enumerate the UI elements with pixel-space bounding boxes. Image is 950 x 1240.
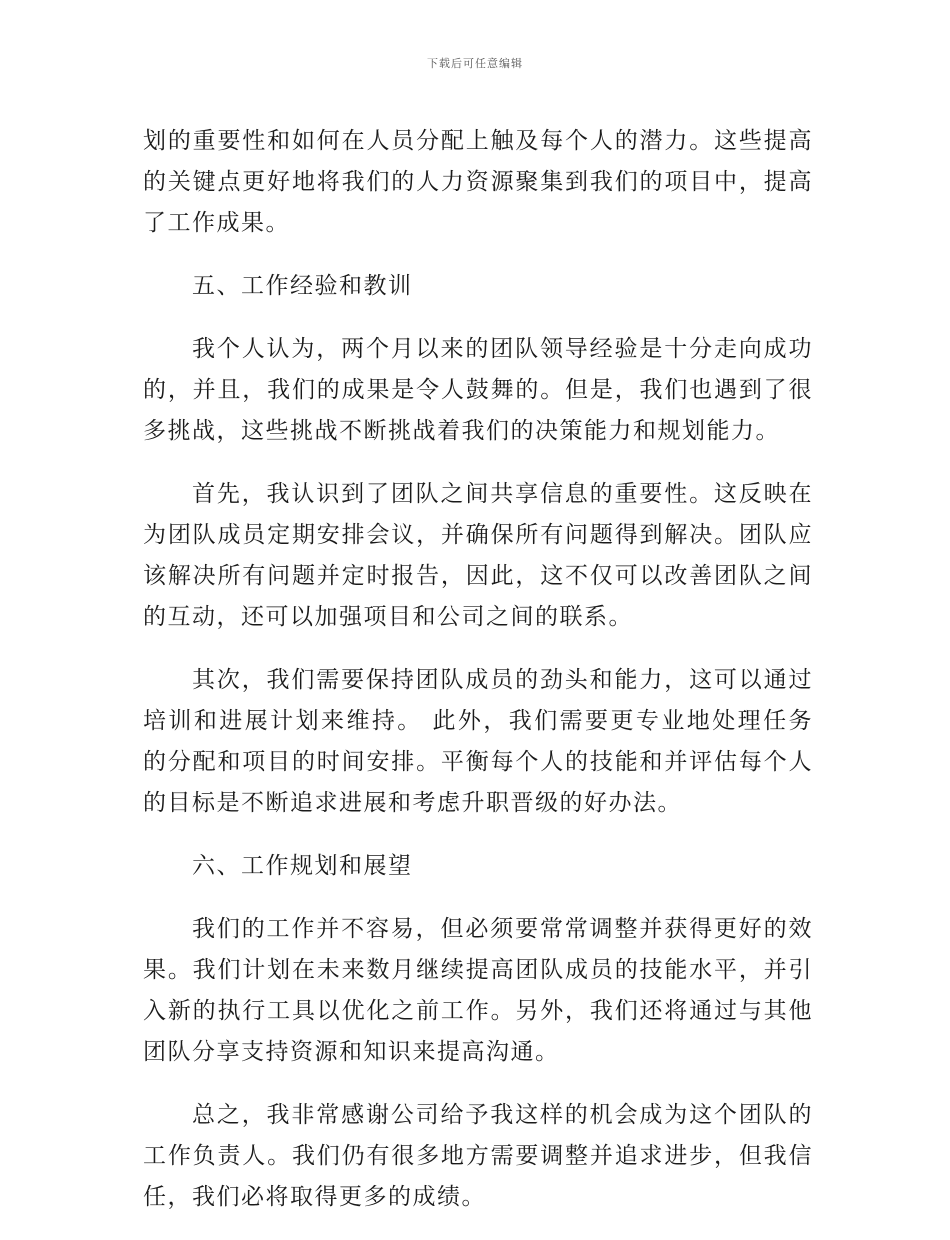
paragraph: 其次，我们需要保持团队成员的劲头和能力，这可以通过培训和进展计划来维持。 此外，我们需要更专业地处理任务的分配和项目的时间安排。平衡每个人的技能和并评估每个人的目标是不断追求进展和考虑升职晋级的好办法。: [143, 667, 813, 816]
section-heading-5: 五、工作经验和教训: [192, 273, 413, 299]
document-body: [143, 121, 813, 1240]
paragraph: 首先，我认识到了团队之间共享信息的重要性。这反映在为团队成员定期安排会议，并确保所有问题得到解决。团队应该解决所有问题并定时报告，因此，这不仅可以改善团队之间的互动，还可以加强项目和公司之间的联系。: [143, 481, 813, 630]
section-heading-6: 六、工作规划和展望: [192, 853, 413, 879]
paragraph: 我个人认为，两个月以来的团队领导经验是十分走向成功的，并且，我们的成果是令人鼓舞的。但是，我们也遇到了很多挑战，这些挑战不断挑战着我们的决策能力和规划能力。: [143, 336, 813, 444]
page-header: 下载后可任意编辑: [427, 57, 523, 70]
paragraph: 总之，我非常感谢公司给予我这样的机会成为这个团队的工作负责人。我们仍有很多地方需要调整并追求进步，但我信任，我们必将取得更多的成绩。: [143, 1102, 813, 1210]
paragraph: 我们的工作并不容易，但必须要常常调整并获得更好的效果。我们计划在未来数月继续提高团队成员的技能水平，并引入新的执行工具以优化之前工作。另外，我们还将通过与其他团队分享支持资源和知识来提高沟通。: [143, 916, 813, 1065]
paragraph-continuation: 划的重要性和如何在人员分配上触及每个人的潜力。这些提高的关键点更好地将我们的人力资源聚集到我们的项目中，提高了工作成果。: [143, 128, 813, 236]
